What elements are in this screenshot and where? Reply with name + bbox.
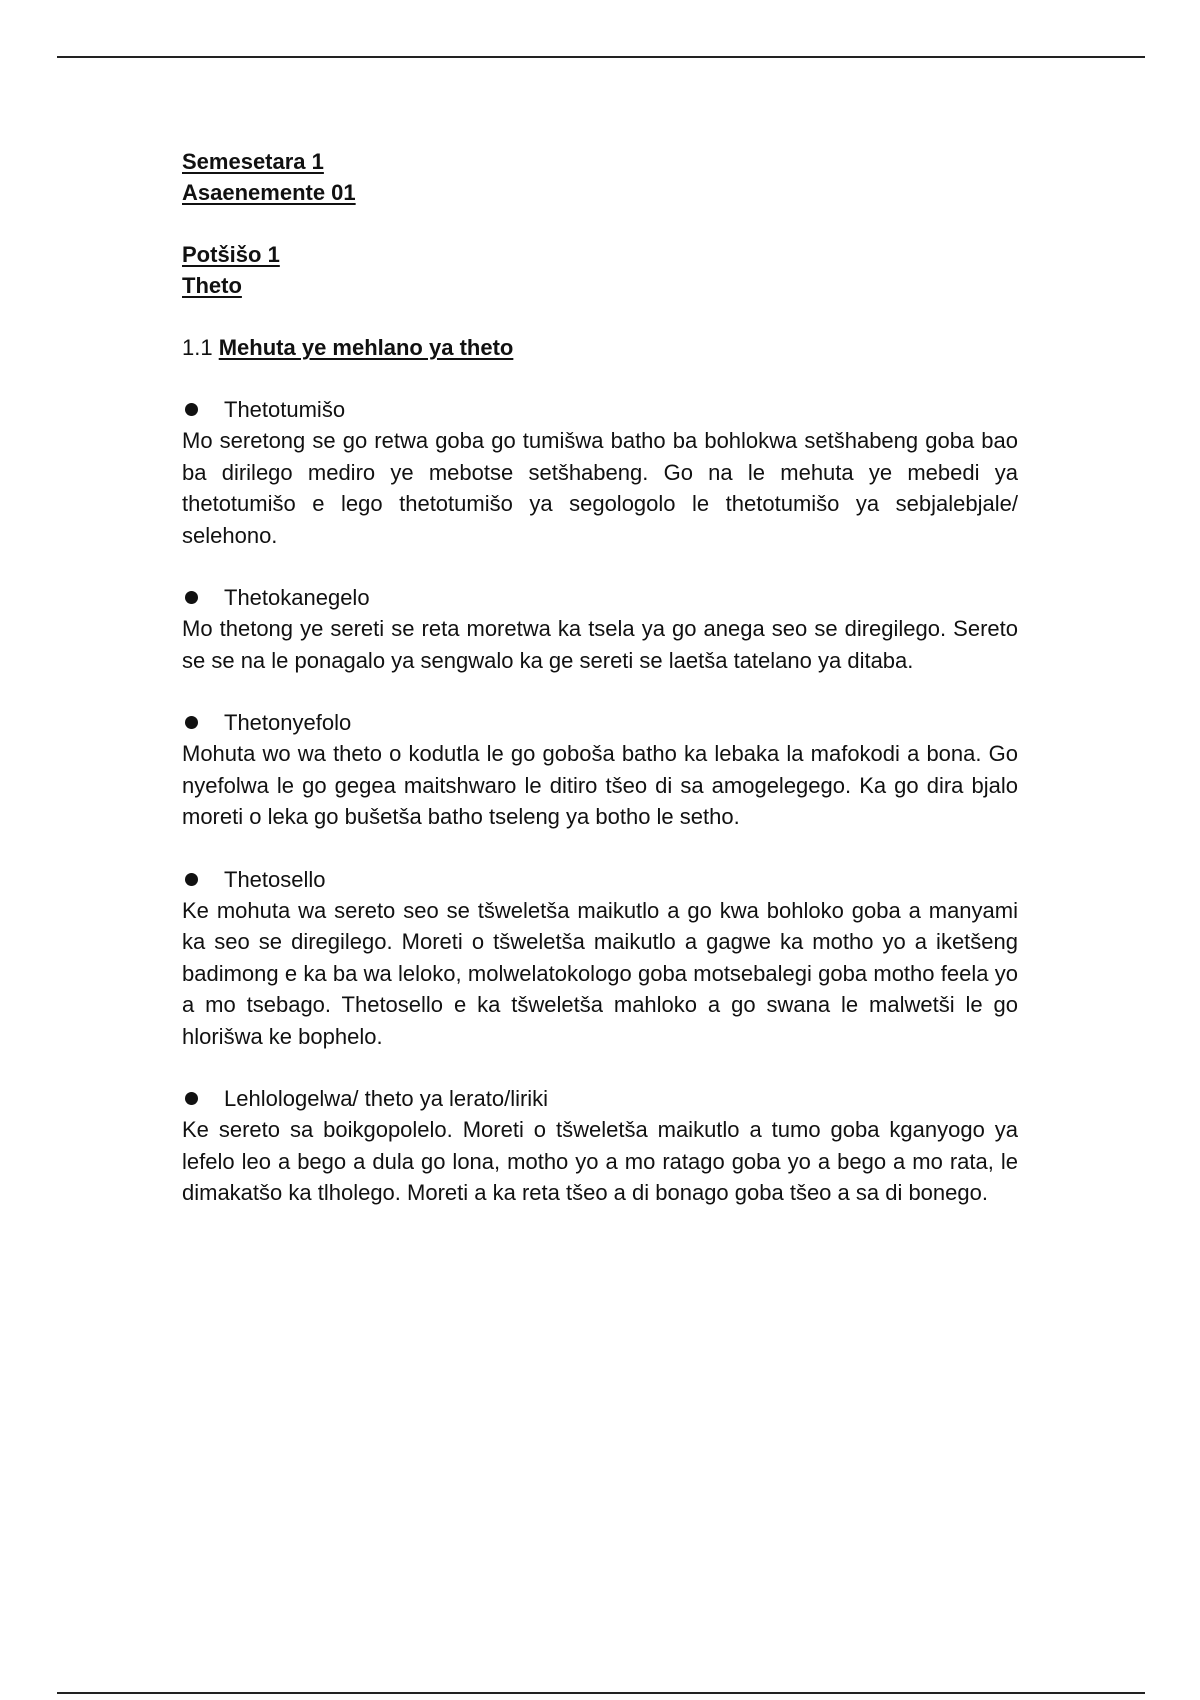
list-item [182, 582, 1018, 676]
top-rule [57, 56, 1145, 58]
item-description: Mohuta wo wa theto o kodutla le go gobošа batho ka lebaka la mafokodi a bona. Go nyefolwa le go gegea maitshwaro le ditiro tšeo di sa amogelegego. Ka go dira bjalo moreti o leka go bušetša batho tseleng ya botho le setho. [182, 741, 1018, 829]
item-term: Thetonyefolo [224, 710, 352, 735]
question-heading: Potšišo 1 [182, 242, 280, 267]
section-number: 1.1 [182, 335, 213, 360]
bullet-icon [185, 873, 198, 886]
list-item [182, 864, 1018, 1053]
semester-heading: Semesetara 1 [182, 149, 324, 174]
document-body [182, 146, 1018, 1209]
list-item [182, 394, 1018, 551]
bullet-icon [185, 403, 198, 416]
section-title: Mehuta ye mehlano ya theto [218, 335, 514, 360]
list-item [182, 1083, 1018, 1209]
item-description: Mo thetong ye sereti se reta moretwa ka tsela ya go anega seo se diregilego. Sereto se se na le ponagalo ya sengwalo ka ge sereti se laetša tatelano ya ditaba. [182, 616, 1018, 673]
item-term: Thetotumišo [224, 397, 346, 422]
item-term: Thetosello [224, 866, 326, 892]
bullet-icon [185, 591, 198, 604]
section-heading [182, 332, 1018, 363]
item-term: Thetokanegelo [224, 585, 370, 610]
item-description: Mo seretong se go retwa goba go tumišwa batho ba bohlokwa setšhabeng goba bao ba dirilego mediro ye mebotse setšhabeng. Go na le mehuta ye mebedi ya thetotumišo e lego thetotumišo ya segologolo le thetotumišo ya sebjalebjale/ selehono. [182, 428, 1018, 548]
item-description: Ke sereto sa boikgopolelo. Moreti o tšweletša maikutlo a tumo goba kganyogo ya lefelo leo a bego a dula go lona, motho yo a mo ratago goba yo a bego a mo rata, le dimakatšo ka tlholego. Moreti a ka reta tšeo a di bonago goba tšeo a sa di bonego. [182, 1117, 1018, 1205]
bullet-icon [185, 716, 198, 729]
assignment-heading: Asaenemente 01 [182, 180, 356, 205]
bullet-icon [185, 1092, 198, 1105]
item-term: Lehlologelwa/ theto ya lerato/liriki [224, 1086, 549, 1111]
topic-heading: Theto [182, 273, 242, 298]
item-description: Ke mohuta wa sereto seo se tšweletša maikutlo a go kwa bohloko goba a manyami ka seo se diregilego. Moreti o tšweletša maikutlo a gagwe ka motho yo a iketšeng badimong e ka ba wa leloko, molwelatokologo goba motsebalegi goba motho feela yo a mo tsebago. Thetosello e ka tšweletša mahloko a go swana le malwetši le go hlorišwa ke bophelo. [182, 897, 1018, 1049]
list-item [182, 707, 1018, 833]
bottom-rule [57, 1692, 1145, 1694]
